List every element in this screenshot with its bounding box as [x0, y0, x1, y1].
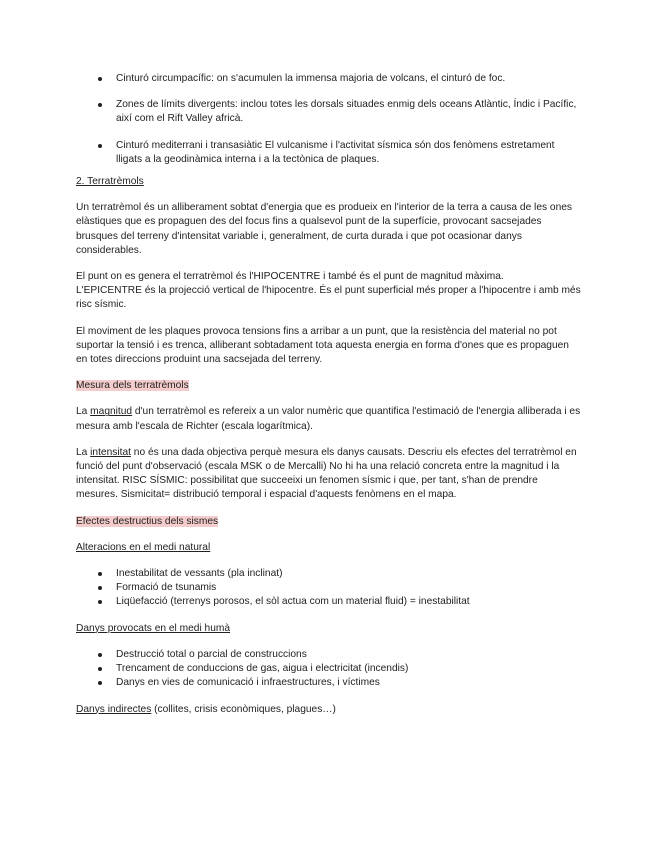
list-item: Zones de límits divergents: inclou totes les dorsals situades enmig dels oceans Atlàntic, Índic i Pacífic, així com el Rift Valley africà.: [76, 98, 581, 126]
list-item: Danys en vies de comunicació i infraestructures, i víctimes: [76, 676, 581, 690]
human-damage-list: [76, 648, 581, 691]
paragraph-line: L'EPICENTRE és la projecció vertical de l'hipocentre. És el punt superficial més proper a l'hipocentre i amb més risc sísmic.: [76, 285, 581, 311]
volcano-belts-list: [76, 72, 581, 167]
paragraph-line: El punt on es genera el terratrèmol és l'HIPOCENTRE i també és el punt de magnitud màxima.: [76, 271, 504, 283]
list-item: Formació de tsunamis: [76, 581, 581, 595]
list-item: Inestabilitat de vessants (pla inclinat): [76, 567, 581, 581]
subsection-heading: [76, 379, 581, 393]
document-page: [76, 72, 581, 717]
text: (collites, crisis econòmiques, plagues…): [151, 703, 336, 715]
subsection-heading: [76, 515, 581, 529]
sub-heading: Danys provocats en el medi humà: [76, 622, 231, 634]
paragraph: [76, 446, 581, 503]
term-magnitud: magnitud: [90, 406, 133, 418]
paragraph: El moviment de les plaques provoca tensions fins a arribar a un punt, que la resistència del material no pot suportar la tensió i es trenca, alliberant sobtadament tota aquesta energia en forma d'ones que es propaguen en totes direccions produint una sacsejada del terreny.: [76, 325, 569, 366]
text: d'un terratrèmol es refereix a un valor numèric que quantifica l'estimació de l'energia alliberada i es mesura amb l'escala de Richter (escala logarítmica).: [76, 406, 581, 432]
sub-heading: Alteracions en el medi natural: [76, 541, 211, 553]
highlighted-heading: Efectes destructius dels sismes: [76, 515, 219, 527]
list-item: Trencament de conduccions de gas, aigua i electricitat (incendis): [76, 662, 581, 676]
natural-effects-list: [76, 567, 581, 610]
text: La: [76, 406, 91, 418]
text: La: [76, 446, 91, 458]
paragraph: [76, 405, 581, 433]
list-item: Liqüefacció (terrenys porosos, el sòl actua com un material fluid) = inestabilitat: [76, 595, 581, 609]
paragraph: Un terratrèmol és un alliberament sobtat d'energia que es produeix en l'interior de la terra a causa de les ones elàstiques que es propaguen des del focus fins a qualsevol punt de la superfície, provocant sacsejades brusques del terreny d'intensitat variable i, generalment, de curta durada i que pot ocasionar danys considerables.: [76, 202, 573, 256]
highlighted-heading: Mesura dels terratrèmols: [76, 380, 189, 392]
paragraph: [76, 270, 581, 313]
text: no és una dada objectiva perquè mesura els danys causats. Descriu els efectes del terratrèmol en funció del punt d'observació (escala MSK o de Mercalli) No hi ha una relació concreta entre la magnitud i la intensitat. RISC SÍSMIC: possibilitat que succeeixi un fenomen sísmic i que, per tant, s'han de prendre mesures. Sismicitat= distribució temporal i espacial d'aquests fenòmens en el mapa.: [76, 446, 577, 501]
term-intensitat: intensitat: [90, 446, 131, 458]
term-indirect: Danys indirectes: [76, 703, 152, 715]
list-item: Destrucció total o parcial de construccions: [76, 648, 581, 662]
list-item: Cinturó mediterrani i transasiàtic El vulcanisme i l'activitat sísmica són dos fenòmens estretament lligats a la geodinàmica interna i a la tectònica de plaques.: [76, 139, 581, 167]
paragraph: [76, 703, 581, 717]
list-item: Cinturó circumpacífic: on s'acumulen la immensa majoria de volcans, el cinturó de foc.: [76, 72, 581, 86]
section-heading: 2. Terratrèmols: [76, 176, 144, 188]
